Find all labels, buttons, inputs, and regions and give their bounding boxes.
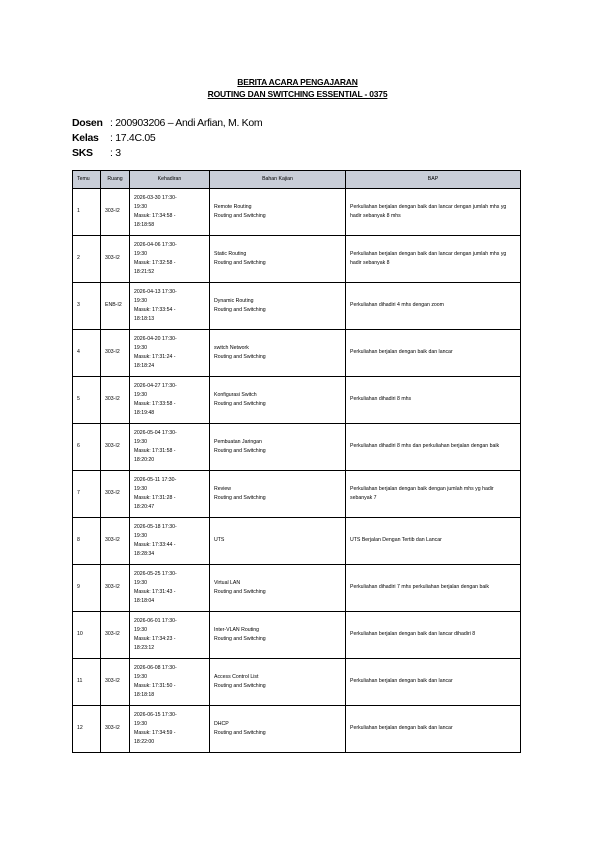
bahan-matakuliah: Routing and Switching (214, 730, 266, 736)
attendance-table (72, 170, 521, 753)
kehadiran-jadwal: 2026-05-11 17:30- (134, 476, 177, 483)
bahan-topik: Virtual LAN (214, 579, 241, 586)
kehadiran-jadwal: 2026-04-20 17:30- (134, 335, 177, 342)
cell-kehadiran (130, 236, 210, 283)
cell-bap: Perkuliahan berjalan dengan baik dan lancar dengan jumlah mhs yg hadir sebanyak 8 (346, 236, 521, 283)
cell-bahan-kajian (210, 659, 346, 706)
kehadiran-keluar: 18:20:20 (134, 457, 155, 464)
bahan-matakuliah: Routing and Switching (214, 401, 266, 407)
kehadiran-keluar: 18:20:47 (134, 504, 155, 511)
kehadiran-jam: 19:30 (134, 485, 147, 492)
bahan-topik: Static Routing (214, 250, 247, 257)
kehadiran-masuk: Masuk: 17:33:54 - (134, 307, 176, 313)
kehadiran-keluar: 18:18:24 (134, 363, 155, 370)
header-ruang: Ruang (101, 171, 130, 189)
kehadiran-jadwal: 2026-04-27 17:30- (134, 382, 177, 389)
cell-temu: 1 (73, 189, 101, 236)
cell-kehadiran (130, 659, 210, 706)
table-row (73, 518, 521, 565)
kehadiran-jadwal: 2026-05-18 17:30- (134, 523, 177, 530)
table-row (73, 189, 521, 236)
table-row (73, 330, 521, 377)
cell-kehadiran (130, 471, 210, 518)
table-row (73, 236, 521, 283)
table-header-row (73, 171, 521, 189)
cell-temu: 4 (73, 330, 101, 377)
bahan-matakuliah: Routing and Switching (214, 260, 266, 266)
bahan-matakuliah: Routing and Switching (214, 448, 266, 454)
table-row (73, 471, 521, 518)
cell-kehadiran (130, 518, 210, 565)
kelas-value: : 17.4C.05 (110, 132, 156, 144)
cell-ruang: 303-I2 (101, 189, 130, 236)
cell-kehadiran (130, 377, 210, 424)
table-row (73, 565, 521, 612)
kehadiran-jadwal: 2026-06-08 17:30- (134, 664, 177, 671)
bahan-topik: DHCP (214, 720, 229, 727)
cell-bahan-kajian (210, 283, 346, 330)
cell-bap: Perkuliahan dihadiri 4 mhs dengan zoom (346, 283, 521, 330)
cell-ruang: 303-I2 (101, 706, 130, 753)
kehadiran-masuk: Masuk: 17:31:28 - (134, 495, 176, 501)
kehadiran-masuk: Masuk: 17:33:58 - (134, 401, 176, 407)
kehadiran-jam: 19:30 (134, 532, 147, 539)
cell-ruang: ENB-I2 (101, 283, 130, 330)
bahan-topik: Dynamic Routing (214, 297, 254, 304)
info-dosen (72, 117, 262, 129)
cell-temu: 5 (73, 377, 101, 424)
bahan-topik: Inter-VLAN Routing (214, 626, 259, 633)
bahan-matakuliah: Routing and Switching (214, 307, 266, 313)
kehadiran-keluar: 18:18:04 (134, 598, 155, 605)
table-row (73, 283, 521, 330)
bahan-topik: Review (214, 485, 232, 492)
bahan-matakuliah: Routing and Switching (214, 636, 266, 642)
cell-kehadiran (130, 189, 210, 236)
kehadiran-jam: 19:30 (134, 391, 147, 398)
header-bahan-kajian: Bahan Kajian (210, 171, 346, 189)
table-row (73, 424, 521, 471)
cell-ruang: 303-I2 (101, 236, 130, 283)
kehadiran-jam: 19:30 (134, 579, 147, 586)
bahan-matakuliah: Routing and Switching (214, 683, 266, 689)
cell-bap: Perkuliahan berjalan dengan baik dengan jumlah mhs yg hadir sebanyak 7 (346, 471, 521, 518)
kehadiran-masuk: Masuk: 17:34:23 - (134, 636, 176, 642)
cell-temu: 12 (73, 706, 101, 753)
bahan-topik: switch Network (214, 344, 249, 351)
cell-ruang: 303-I2 (101, 565, 130, 612)
kehadiran-jadwal: 2026-03-30 17:30- (134, 194, 177, 201)
cell-ruang: 303-I2 (101, 612, 130, 659)
table-row (73, 612, 521, 659)
cell-bahan-kajian (210, 424, 346, 471)
kehadiran-jam: 19:30 (134, 626, 147, 633)
dosen-value: : 200903206 – Andi Arfian, M. Kom (110, 117, 263, 129)
bahan-matakuliah: Routing and Switching (214, 589, 266, 595)
cell-bap: Perkuliahan berjalan dengan baik dan lancar (346, 330, 521, 377)
cell-bahan-kajian (210, 518, 346, 565)
bahan-matakuliah: Routing and Switching (214, 354, 266, 360)
info-kelas (72, 132, 155, 144)
cell-temu: 11 (73, 659, 101, 706)
kelas-label: Kelas (72, 132, 99, 144)
kehadiran-keluar: 18:18:58 (134, 222, 155, 229)
cell-temu: 6 (73, 424, 101, 471)
cell-bahan-kajian (210, 612, 346, 659)
cell-bap: Perkuliahan berjalan dengan baik dan lancar dihadiri 8 (346, 612, 521, 659)
kehadiran-keluar: 18:28:34 (134, 551, 155, 558)
kehadiran-jadwal: 2026-04-06 17:30- (134, 241, 177, 248)
kehadiran-masuk: Masuk: 17:34:58 - (134, 213, 176, 219)
kehadiran-jam: 19:30 (134, 297, 147, 304)
bahan-topik: Konfigurasi Switch (214, 391, 257, 398)
cell-temu: 2 (73, 236, 101, 283)
cell-ruang: 303-I2 (101, 330, 130, 377)
cell-bahan-kajian (210, 471, 346, 518)
bahan-matakuliah: Routing and Switching (214, 495, 266, 501)
kehadiran-jam: 19:30 (134, 673, 147, 680)
header-bap: BAP (346, 171, 521, 189)
cell-kehadiran (130, 565, 210, 612)
kehadiran-masuk: Masuk: 17:34:59 - (134, 730, 176, 736)
table-row (73, 377, 521, 424)
sks-label: SKS (72, 147, 93, 159)
cell-ruang: 303-I2 (101, 377, 130, 424)
kehadiran-keluar: 18:19:48 (134, 410, 155, 417)
cell-ruang: 303-I2 (101, 518, 130, 565)
cell-kehadiran (130, 706, 210, 753)
sks-value: : 3 (110, 147, 121, 159)
cell-ruang: 303-I2 (101, 471, 130, 518)
kehadiran-masuk: Masuk: 17:32:58 - (134, 260, 176, 266)
cell-bap: Perkuliahan dihadiri 8 mhs (346, 377, 521, 424)
document-title: BERITA ACARA PENGAJARAN (237, 77, 358, 87)
cell-bahan-kajian (210, 189, 346, 236)
cell-temu: 3 (73, 283, 101, 330)
cell-temu: 8 (73, 518, 101, 565)
table-row (73, 706, 521, 753)
kehadiran-masuk: Masuk: 17:31:58 - (134, 448, 176, 454)
kehadiran-jadwal: 2026-06-15 17:30- (134, 711, 177, 718)
dosen-label: Dosen (72, 117, 103, 129)
header-kehadiran: Kehadiran (130, 171, 210, 189)
kehadiran-keluar: 18:23:12 (134, 645, 155, 652)
cell-temu: 7 (73, 471, 101, 518)
cell-kehadiran (130, 330, 210, 377)
bahan-topik: Access Control List (214, 673, 259, 680)
cell-bap: Perkuliahan berjalan dengan baik dan lancar dengan jumlah mhs yg hadir sebanyak 8 mhs (346, 189, 521, 236)
info-sks (72, 147, 121, 159)
kehadiran-jam: 19:30 (134, 720, 147, 727)
kehadiran-keluar: 18:21:52 (134, 269, 155, 276)
cell-bahan-kajian (210, 377, 346, 424)
table-row (73, 659, 521, 706)
kehadiran-masuk: Masuk: 17:31:50 - (134, 683, 176, 689)
kehadiran-masuk: Masuk: 17:33:44 - (134, 542, 176, 548)
cell-bap: Perkuliahan berjalan dengan baik dan lancar (346, 659, 521, 706)
cell-temu: 9 (73, 565, 101, 612)
kehadiran-masuk: Masuk: 17:31:43 - (134, 589, 176, 595)
cell-bap: UTS Berjalan Dengan Tertib dan Lancar (346, 518, 521, 565)
kehadiran-keluar: 18:22:00 (134, 739, 155, 746)
cell-bahan-kajian (210, 330, 346, 377)
kehadiran-keluar: 18:18:18 (134, 692, 155, 699)
kehadiran-jadwal: 2026-04-13 17:30- (134, 288, 177, 295)
cell-bap: Perkuliahan dihadiri 7 mhs perkuliahan berjalan dengan baik (346, 565, 521, 612)
document-subtitle: ROUTING DAN SWITCHING ESSENTIAL - 0375 (207, 89, 388, 99)
kehadiran-keluar: 18:18:13 (134, 316, 155, 323)
bahan-topik: Pembuatan Jaringan (214, 438, 262, 445)
bahan-matakuliah: Routing and Switching (214, 213, 266, 219)
cell-ruang: 303-I2 (101, 424, 130, 471)
bahan-topik: UTS (214, 537, 225, 544)
cell-bap: Perkuliahan dihadiri 8 mhs dan perkuliahan berjalan dengan baik (346, 424, 521, 471)
kehadiran-jadwal: 2026-05-04 17:30- (134, 429, 177, 436)
kehadiran-jam: 19:30 (134, 344, 147, 351)
kehadiran-jadwal: 2026-06-01 17:30- (134, 617, 177, 624)
kehadiran-jadwal: 2026-05-25 17:30- (134, 570, 177, 577)
kehadiran-jam: 19:30 (134, 203, 147, 210)
header-temu: Temu (73, 171, 101, 189)
kehadiran-jam: 19:30 (134, 438, 147, 445)
cell-bahan-kajian (210, 565, 346, 612)
cell-ruang: 303-I2 (101, 659, 130, 706)
kehadiran-masuk: Masuk: 17:31:24 - (134, 354, 176, 360)
cell-kehadiran (130, 283, 210, 330)
cell-bap: Perkuliahan berjalan dengan baik dan lancar (346, 706, 521, 753)
cell-kehadiran (130, 424, 210, 471)
kehadiran-jam: 19:30 (134, 250, 147, 257)
cell-bahan-kajian (210, 236, 346, 283)
cell-bahan-kajian (210, 706, 346, 753)
cell-temu: 10 (73, 612, 101, 659)
cell-kehadiran (130, 612, 210, 659)
bahan-topik: Remote Routing (214, 203, 252, 210)
